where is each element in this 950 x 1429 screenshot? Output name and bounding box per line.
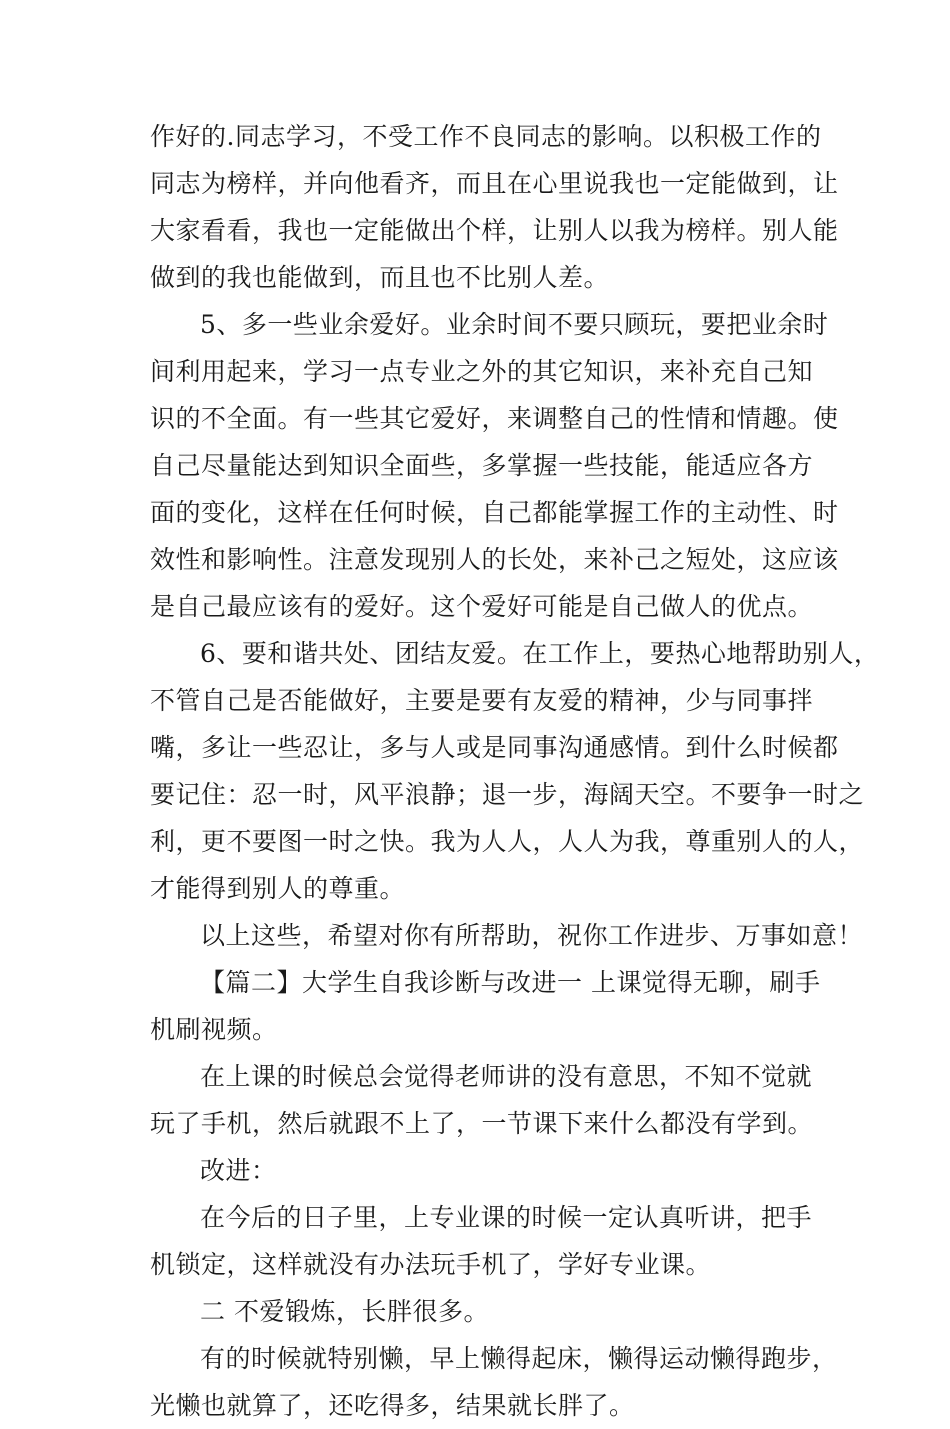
text-line: 面的变化，这样在任何时候，自己都能掌握工作的主动性、时: [150, 498, 839, 527]
text-line: 同志为榜样，并向他看齐，而且在心里说我也一定能做到，让: [150, 169, 839, 198]
text-line: 间利用起来，学习一点专业之外的其它知识，来补充自己知: [150, 357, 814, 386]
paragraph: [150, 912, 864, 959]
text-line: 光懒也就算了，还吃得多，结果就长胖了。: [150, 1391, 635, 1420]
text-line: 6、要和谐共处、团结友爱。在工作上，要热心地帮助别人，: [200, 639, 880, 668]
text-line: 有的时候就特别懒，早上懒得起床，懒得运动懒得跑步，: [200, 1344, 838, 1373]
text-line: 要记住：忍一时，风平浪静；退一步，海阔天空。不要争一时之: [150, 780, 865, 809]
text-line: 【篇二】大学生自我诊断与改进一 上课觉得无聊，刷手: [200, 968, 821, 997]
paragraph: [150, 113, 839, 301]
text-line: 5、多一些业余爱好。业余时间不要只顾玩，要把业余时: [200, 310, 829, 339]
text-line: 在今后的日子里，上专业课的时候一定认真听讲，把手: [200, 1203, 813, 1232]
text-line: 自己尽量能达到知识全面些，多掌握一些技能，能适应各方: [150, 451, 814, 480]
text-line: 机刷视频。: [150, 1015, 278, 1044]
text-line: 机锁定，这样就没有办法玩手机了，学好专业课。: [150, 1250, 712, 1279]
text-line: 做到的我也能做到，而且也不比别人差。: [150, 263, 610, 292]
paragraph: [150, 1288, 810, 1335]
paragraph: [150, 1335, 838, 1429]
text-line: 效性和影响性。注意发现别人的长处，来补己之短处，这应该: [150, 545, 839, 574]
paragraph: [150, 301, 839, 630]
paragraph: [150, 1053, 814, 1147]
paragraph: [150, 630, 880, 912]
paragraph: [150, 1147, 810, 1194]
text-line: 以上这些，希望对你有所帮助，祝你工作进步、万事如意！: [200, 921, 864, 950]
text-line: 二 不爱锻炼，长胖很多。: [200, 1297, 489, 1326]
paragraph: [150, 1194, 813, 1288]
text-line: 玩了手机，然后就跟不上了，一节课下来什么都没有学到。: [150, 1109, 814, 1138]
text-line: 嘴，多让一些忍让，多与人或是同事沟通感情。到什么时候都: [150, 733, 839, 762]
document-body: [150, 113, 880, 1429]
text-line: 大家看看，我也一定能做出个样，让别人以我为榜样。别人能: [150, 216, 839, 245]
text-line: 不管自己是否能做好，主要是要有友爱的精神，少与同事拌: [150, 686, 814, 715]
text-line: 利，更不要图一时之快。我为人人，人人为我，尊重别人的人，: [150, 827, 865, 856]
text-line: 在上课的时候总会觉得老师讲的没有意思，不知不觉就: [200, 1062, 813, 1091]
text-line: 识的不全面。有一些其它爱好，来调整自己的性情和情趣。使: [150, 404, 839, 433]
text-line: 改进：: [200, 1156, 277, 1185]
text-line: 才能得到别人的尊重。: [150, 874, 406, 903]
paragraph: [150, 959, 821, 1053]
text-line: 是自己最应该有的爱好。这个爱好可能是自己做人的优点。: [150, 592, 814, 621]
text-line: 作好的.同志学习，不受工作不良同志的影响。以积极工作的: [150, 122, 822, 151]
